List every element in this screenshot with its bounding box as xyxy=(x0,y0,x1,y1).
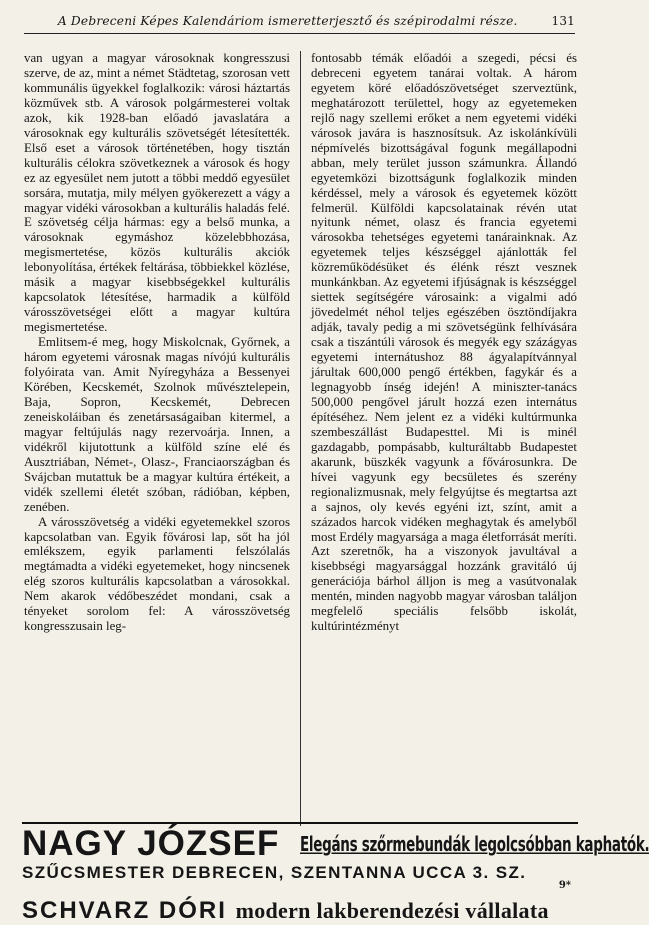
paragraph: van ugyan a magyar városoknak kongresszusi szerve, de az, mint a német Städtetag, szorosan vett kommunális ügyekkel foglalkozik: városi háztartás közművek stb. A városok polgármesterei voltak azok, kik 1928-ban előadó javaslatára a városoknak egy kulturális szövetségét létesítették. Első eset a városok történetében, hogy tisztán kulturális célokra szövetkeznek a városok és hogy ez az egyesület nem jutott a többi meddő egyesület sorsára, mutatja, mily mélyen gyökerezett a vágy a magyar vidéki városokban a kulturális haladás felé. E szövetség célja hármas: egy a belső munka, a városoknak egymáshoz közelebbhozása, megismertetése, közös kulturális akciók lebonyolítása, értékek feltárása, többiekkel közlése, másik a magyar kisebbségekkel kulturális kapcsolatok létesítése, harmadik a külföld városszövetségei előtt a magyar kultúra megismertetése. xyxy=(24,51,290,335)
running-header xyxy=(24,14,575,28)
right-column xyxy=(311,51,577,634)
left-column xyxy=(24,51,290,634)
running-header-title: A Debreceni Képes Kalendáriom ismeretterjesztő és szépirodalmi része. xyxy=(57,14,518,28)
advertisement-schvarz-dori xyxy=(22,897,578,925)
column-divider xyxy=(300,51,301,826)
header-rule xyxy=(24,33,575,34)
ad-slogan: Elegáns szőrmebundák legolcsóbban kaphatók. xyxy=(300,833,649,857)
ad-tagline: modern lakberendezési vállalata xyxy=(235,898,549,923)
ad-company-name: NAGY JÓZSEF xyxy=(22,824,280,863)
paragraph: A városszövetség a vidéki egyetemekkel szoros kapcsolatban van. Egyik fővárosi lap, sőt ha jól emlékszem, egyik parlamenti felszólalás megtámadta a vidéki egyetemeket, hogy nincsenek elég szoros kulturális kapcsolatban a városokkal. Nem akarok védőbeszédet mondani, csak a tényeket sorolom fel: A városszövetség kongresszusain leg- xyxy=(24,514,290,634)
printer-signature: 9* xyxy=(558,880,571,891)
paragraph: Emlitsem-é meg, hogy Miskolcnak, Győrnek, a három egyetemi városnak magas nívójú kulturális folyóirata van. Amit Nyíregyháza a Bessenyei Körében, Kecskemét, Szolnok művésztelepein, Baja, Sopron, Kecskemét, Debrecen zeneiskoláiban és zenetársaságaiban kitermel, a magyar feltújulás nagy rezervoárja. Innen, a vidékről kijutottunk a külföld színe elé és Ausztriában, Német-, Olasz-, Franciaországban és Svájcban mutattuk be a magyar kultúra értékeit, a vidék szellemi életét szóban, rádióban, képben, zenében. xyxy=(24,335,290,514)
ad-company-name: SCHVARZ DÓRI xyxy=(22,897,227,924)
paragraph: fontosabb témák előadói a szegedi, pécsi és debreceni egyetem tanárai voltak. A három egyetem köré előadószövetséget szerveztünk, meghatározott területtel, hogy az egyetemeken rejlő nagy szellemi erőket a nem egyetemi vidéki városok javára is hasznosítsuk. Az iskolánkívüli népmívelés bizottságával fogunk megállapodni abban, mely terület jusson számunkra. Állandó egyetemközi bizottságunk foglalkozik minden kérdéssel, mely a városok és egyetemek között felmerül. Külföldi kapcsolatainak révén utat nyitunk német, olasz és francia egyetemi városokba tehetséges egyetemi tanárainknak. Az egyetemek teljes készséggel ajánlották fel közreműködésüket és élénk részt vesznek munkánkban. Az egyetemi ifjúságnak is készséggel siettek segítségére városaink: a vigalmi adó jövedelmét néhol teljes egészében ösztöndíjakra adják, tavaly pedig a mi szövetségünk felhívására csak a tiszántúli városok és megyék egy százágyas egyetemi internátushoz 88 ágyalapítvánnyal járultak 600,000 pengő értékben, fagykár és a legnagyobb ínség idején! A miniszter-tanács 500,000 pengővel járult hozzá ezen internátus építéséhez. Nem jelent ez a vidéki kultúrmunka szembeszállást Budapesttel. Mi is minél gazdagabb, pompásabb, kulturáltabb Budapestet akarunk, büszkék vagyunk a fővárosunkra. De hívei vagyunk egy becsületes és szerény regionalizmusnak, mely felgyújtse és megtartsa azt a sajnos, oly kevés egyéni izt, színt, amit a százados harcok vidéken meghagytak és amelyből most Erdély magyarsága a maga életforrását meríti. Azt szeretnők, ha a viszonyok javultával a kisebbségi magyarsággal hozzánk gravitáló új generációja bárhol álljon is meg a vasútvonalak mentén, minden nagyobb magyar városban találjon megfelelő speciális felsőbb iskolát, kultúrintézményt xyxy=(311,51,577,634)
page-number: 131 xyxy=(551,14,575,28)
ad-address: SZŰCSMESTER DEBRECEN, SZENTANNA UCCA 3. SZ. xyxy=(22,863,527,882)
